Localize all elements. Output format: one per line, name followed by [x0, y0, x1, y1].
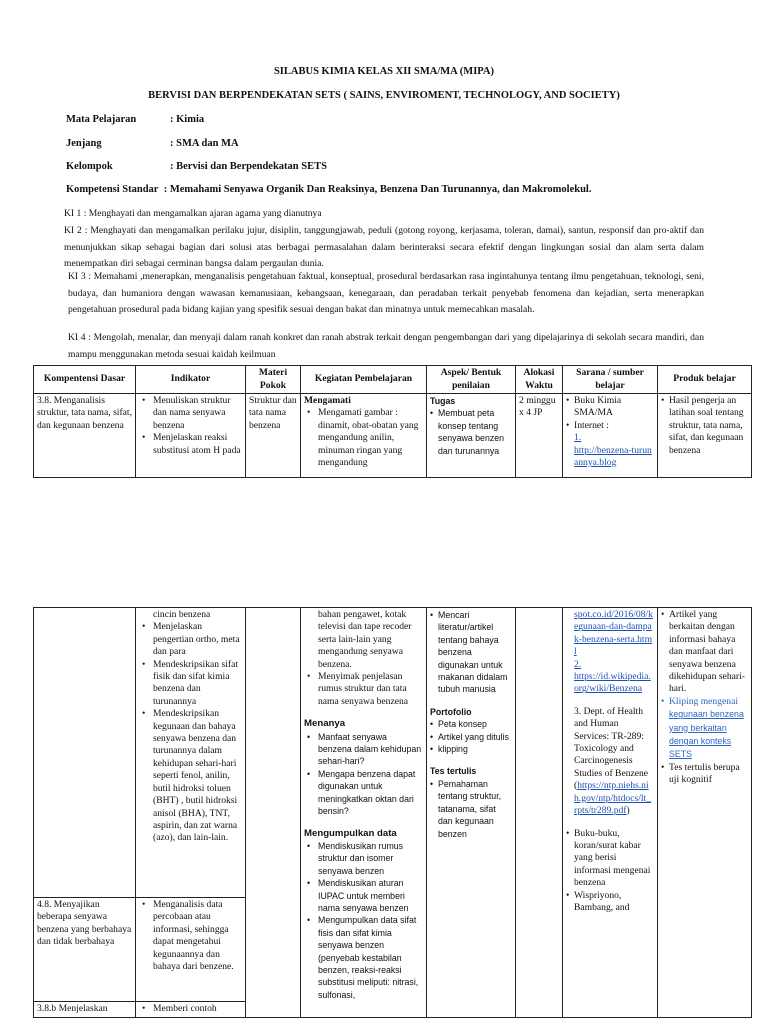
- list-item: • klipping: [430, 743, 512, 755]
- syllabus-table-top: [33, 365, 752, 478]
- reference-text: 3. Dept. of Health and Human Services: TR-289: Toxicology and Carcinogenesis Studies of Benzene (: [574, 705, 649, 792]
- ki-3: KI 3 : Memahami ,menerapkan, menganalisis pengetahuan faktual, konseptual, prosedural berdasarkan rasa ingintahunya tentang ilmu pengetahuan, teknologi, seni, budaya, dan humaniora dengan wawasan kemanusiaan, kebangsaan, kenegaraan, dan peradaban terkait penyebab fenomena dan kejadian, serta menerapkan pengetahuan prosedural pada bidang kajian yang spesifik sesuai dengan bakat dan minatnya untuk memecahkan masalah.: [68, 271, 704, 315]
- list-item: • Tes tertulis berupa uji kognitif: [661, 762, 748, 787]
- kliping-text: Kliping mengenai: [669, 695, 739, 707]
- sarana-link[interactable]: https://id.wikipedia.org/wiki/Benzena: [574, 671, 651, 695]
- table-row: [34, 608, 752, 898]
- menanya-heading: Menanya: [304, 718, 346, 730]
- kegiatan-cell: [301, 608, 427, 1018]
- list-item-kliping: [661, 696, 748, 762]
- indikator-cell: [136, 898, 246, 1002]
- aspek-heading: Tugas: [430, 396, 456, 406]
- aspek-cell: [427, 608, 516, 1018]
- sarana-number: 1.: [574, 432, 582, 444]
- sarana-number: 2.: [574, 658, 582, 670]
- syllabus-table-bottom: [33, 607, 752, 1018]
- meta-label: Kompetensi Standar: [66, 184, 159, 195]
- list-item: • Mendeskripsikan sifat fisik dan sifat kimia benzena dan turunannya: [139, 659, 242, 709]
- list-item: • Mengumpulkan data sifat fisis dan sifat kimia senyawa benzen (penyebab kestabilan benzen, reaksi-reaksi substitusi meliputi: nitrasi, sulfonasi,: [304, 914, 423, 1001]
- list-item: • Peta konsep: [430, 718, 512, 730]
- alokasi-cell: [516, 608, 563, 1018]
- kegiatan-heading: Mengamati: [304, 395, 351, 406]
- indikator-cell: [136, 608, 246, 898]
- mengumpulkan-heading: Mengumpulkan data: [304, 827, 397, 839]
- list-item: • Mendiskusikan rumus struktur dan isomer senyawa benzen: [304, 840, 423, 877]
- list-item: • Manfaat senyawa benzena dalam kehidupan sehari-hari?: [304, 731, 423, 768]
- list-item: • Mencari literatur/artikel tentang bahaya benzena digunakan untuk makanan didalam tubuh manusia: [430, 609, 512, 696]
- list-item: • Mendiskusikan aturan IUPAC untuk memberi nama senyawa benzen: [304, 877, 423, 914]
- list-item: • Menjelaskan pengertian ortho, meta dan para: [139, 621, 242, 658]
- meta-value: : Kimia: [170, 114, 205, 125]
- sarana-link[interactable]: http://benzena-turunannya.blog: [574, 444, 652, 469]
- meta-mata-pelajaran: [66, 114, 204, 125]
- meta-value: : Memahami Senyawa Organik Dan Reaksinya, Benzena Dan Turunannya, dan Makromolekul.: [163, 184, 592, 195]
- list-item: • Mendeskripsikan kegunaan dan bahaya senyawa benzena dan turunannya dalam kehidupan sehari-hari seperti fenol, anilin, butil hidroksi toluen (BHT) , butil hidroksi anisol (BHA), TNT, aspirin, dan zat warna (azo), dan lain-lain.: [139, 708, 242, 844]
- kegiatan-continuation: bahan pengawet, kotak televisi dan tape recoder serta lain-lain yang mengandung senyawa benzena.: [318, 609, 412, 670]
- indikator-cell: [136, 1002, 246, 1018]
- meta-label: Jenjang: [66, 138, 102, 149]
- sarana-reference: [566, 706, 654, 818]
- table-row: [34, 394, 752, 478]
- list-item: • Mengapa benzena dapat digunakan untuk meningkatkan oktan dari bensin?: [304, 768, 423, 818]
- meta-kompetensi-standar: [66, 184, 591, 195]
- list-item: • Internet :: [566, 420, 654, 432]
- header-alokasi: Alokasi Waktu: [516, 366, 563, 394]
- kd-cell: 3.8.b Menjelaskan: [34, 1002, 136, 1018]
- produk-cell: [658, 608, 752, 1018]
- list-item: • Menjelaskan reaksi substitusi atom H pada: [139, 432, 242, 457]
- alokasi-cell: 2 minggu x 4 JP: [516, 394, 563, 478]
- kd-cell: 3.8. Menganalisis struktur, tata nama, sifat, dan kegunaan benzena: [34, 394, 136, 478]
- header-produk: Produk belajar: [658, 366, 752, 394]
- meta-value: : SMA dan MA: [170, 138, 239, 149]
- header-kompetensi-dasar: Kompentensi Dasar: [34, 366, 136, 394]
- table-header-row: [34, 366, 752, 394]
- document-title: SILABUS KIMIA KELAS XII SMA/MA (MIPA): [273, 66, 495, 77]
- document-subtitle: BERVISI DAN BERPENDEKATAN SETS ( SAINS, ENVIROMENT, TECHNOLOGY, AND SOCIETY): [148, 90, 620, 101]
- reference-link[interactable]: https://ntp.niehs.nih.gov/ntp/htdocs/lt_rpts/tr289.pdf: [574, 780, 652, 817]
- portofolio-heading: Portofolio: [430, 706, 472, 717]
- list-item: • Wispriyono, Bambang, and: [566, 890, 654, 915]
- meta-label: Kelompok: [66, 161, 113, 172]
- list-item: • Pemahaman tentang struktur, tatanama, sifat dan kegunaan benzen: [430, 778, 512, 840]
- materi-cell: [246, 608, 301, 1018]
- header-aspek: Aspek/ Bentuk penilaian: [427, 366, 516, 394]
- header-indikator: Indikator: [136, 366, 246, 394]
- aspek-cell: [427, 394, 516, 478]
- kd-cell: [34, 608, 136, 898]
- produk-cell: [658, 394, 752, 478]
- materi-cell: Struktur dan tata nama benzena: [246, 394, 301, 478]
- ki-4: KI 4 : Mengolah, menalar, dan menyaji dalam ranah konkret dan ranah abstrak terkait dengan pengembangan dari yang dipelajarinya di sekolah secara mandiri, dan mampu menggunakan metoda sesuai kaidah keilmuan: [68, 332, 704, 360]
- list-item: • Hasil pengerja an latihan soal tentang struktur, tata nama, sifat, dan kegunaan benzena: [661, 395, 748, 457]
- meta-value: : Bervisi dan Berpendekatan SETS: [170, 161, 327, 172]
- header-sarana: Sarana / sumber belajar: [563, 366, 658, 394]
- meta-jenjang: [66, 138, 239, 149]
- indikator-continuation: cincin benzena: [153, 609, 211, 620]
- list-item: • Artikel yang ditulis: [430, 731, 512, 743]
- sarana-link[interactable]: spot.co.id/2016/08/kegunaan-dan-dampak-benzena-serta.html: [574, 609, 653, 658]
- list-item: • Menyimak penjelasan rumus struktur dan tata nama senyawa benzena: [304, 671, 423, 708]
- kegiatan-cell: [301, 394, 427, 478]
- list-item: • Memberi contoh: [139, 1003, 242, 1015]
- list-item: • Artikel yang berkaitan dengan informasi bahaya dan manfaat dari senyawa benzena dikehidupan sehari-hari.: [661, 609, 748, 696]
- tes-heading: Tes tertulis: [430, 766, 477, 777]
- header-materi-pokok: Materi Pokok: [246, 366, 301, 394]
- sarana-cell: [563, 608, 658, 1018]
- sarana-cell: [563, 394, 658, 478]
- list-item: • Buku Kimia SMA/MA: [566, 395, 654, 420]
- list-item: • Membuat peta konsep tentang senyawa benzen dan turunannya: [430, 407, 512, 457]
- meta-label: Mata Pelajaran: [66, 114, 137, 125]
- reference-text-end: ): [626, 805, 630, 817]
- list-item: • Buku-buku, koran/surat kabar yang berisi informasi mengenai benzena: [566, 828, 654, 890]
- kd-cell: 4.8. Menyajikan beberapa senyawa benzena yang berbahaya dan tidak berbahaya: [34, 898, 136, 1002]
- list-item: • Menuliskan struktur dan nama senyawa benzena: [139, 395, 242, 432]
- list-item: • Mengamati gambar : dinamit, obat-obatan yang mengandung anilin, minuman ringan yang mengandung: [304, 407, 423, 469]
- ki-2: KI 2 : Menghayati dan mengamalkan perilaku jujur, disiplin, tanggungjawab, peduli (gotong royong, kerjasama, toleran, damai), santun, responsif dan pro-aktif dan menunjukkan sikap sebagai bagian dari solusi atas berbagai permasalahan dalam berinteraksi secara efektif dengan lingkungan sosial dan alam serta dalam menempatkan diri sebagai cerminan bangsa dalam pergaulan dunia.: [64, 225, 704, 269]
- header-kegiatan: Kegiatan Pembelajaran: [301, 366, 427, 394]
- list-item: • Menganalisis data percobaan atau informasi, sehingga dapat mengetahui kegunaannya dan bahaya dari benzene.: [139, 899, 242, 973]
- meta-kelompok: [66, 161, 327, 172]
- indikator-cell: [136, 394, 246, 478]
- ki-1: KI 1 : Menghayati dan mengamalkan ajaran agama yang dianutnya: [64, 208, 322, 219]
- kliping-link[interactable]: kegunaan benzena yang berkaitan dengan konteks SETS: [669, 709, 744, 760]
